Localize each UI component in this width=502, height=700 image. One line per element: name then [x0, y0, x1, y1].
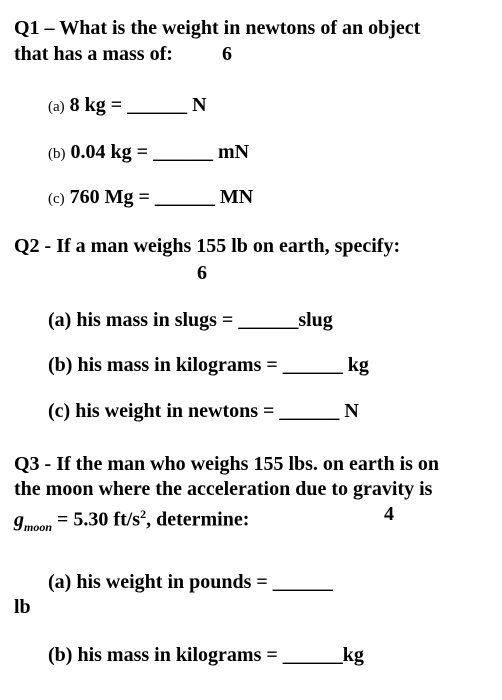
q2-part-a: (a) his mass in slugs = ______slug	[48, 309, 333, 331]
q1-part-a-label: (a)	[48, 99, 65, 115]
q1-part-b-text: 0.04 kg = ______ mN	[70, 141, 250, 163]
q1-title-line2: that has a mass of:	[14, 43, 173, 65]
q3-line3: $g_{moon} = 5.30$ $ft/s^2$, determine:	[14, 507, 250, 534]
q3-part-a: (a) his weight in pounds = ______	[48, 571, 333, 593]
q1-part-c	[48, 185, 253, 211]
q2-title: Q2 - If a man weighs 155 lb on earth, specify:	[14, 235, 401, 257]
q3-g-moon: $g_{moon}$	[14, 508, 53, 534]
q2-part-b: (b) his mass in kilograms = ______ kg	[48, 354, 369, 376]
q1-part-c-label: (c)	[48, 191, 65, 207]
q1-part-a-text: 8 kg = ______ N	[69, 94, 207, 116]
q1-title-line1: Q1 – What is the weight in newtons of an object	[14, 17, 421, 39]
q1-part-b	[48, 140, 249, 166]
q1-part-b-label: (b)	[48, 146, 66, 162]
q3-line1: Q3 - If the man who weighs 155 lbs. on earth is on	[14, 453, 440, 475]
q3-line2: the moon where the acceleration due to gravity is	[14, 478, 433, 500]
q1-part-a	[48, 93, 207, 119]
q1-points: 6	[222, 43, 232, 65]
q1-part-c-text: 760 Mg = ______ MN	[69, 186, 254, 208]
q3-points: 4	[384, 503, 394, 525]
q3-part-a-unit: lb	[14, 596, 31, 618]
q2-points: 6	[197, 262, 207, 284]
q3-part-b: (b) his mass in kilograms = ______kg	[48, 644, 364, 666]
q3-exponent: 2	[140, 507, 147, 521]
q2-part-c: (c) his weight in newtons = ______ N	[48, 400, 359, 422]
